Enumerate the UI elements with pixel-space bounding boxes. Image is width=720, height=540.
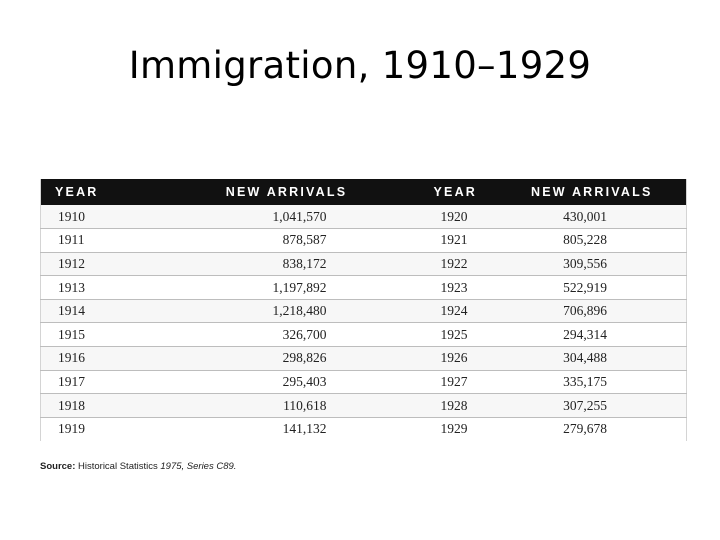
year-cell: 1913 [58, 279, 85, 295]
table-header [41, 179, 687, 205]
header-year-right: YEAR [433, 185, 478, 199]
year-cell: 1924 [440, 303, 468, 319]
arrivals-cell: 326,700 [282, 326, 327, 342]
year-cell: 1910 [58, 208, 85, 224]
arrivals-cell: 295,403 [282, 373, 327, 389]
year-cell: 1923 [440, 279, 468, 295]
table-row [41, 347, 687, 371]
year-cell: 1916 [58, 350, 85, 366]
year-cell: 1928 [440, 397, 468, 413]
year-cell: 1918 [58, 397, 85, 413]
table-row [41, 299, 687, 323]
table-row [41, 323, 687, 347]
source-text: Historical Statistics [78, 461, 158, 472]
table-header-row [41, 179, 687, 205]
source-note [40, 461, 236, 472]
arrivals-cell: 1,041,570 [272, 208, 327, 224]
year-cell: 1925 [440, 326, 468, 342]
immigration-table-container [40, 179, 686, 441]
arrivals-cell: 335,175 [563, 373, 607, 389]
year-cell: 1927 [440, 373, 468, 389]
table-row [41, 205, 687, 229]
table-row [41, 370, 687, 394]
slide-title: Immigration, 1910–1929 [128, 44, 592, 87]
header-year-left: YEAR [55, 185, 99, 199]
arrivals-cell: 838,172 [282, 255, 327, 271]
arrivals-cell: 304,488 [563, 350, 607, 366]
year-cell: 1920 [440, 208, 468, 224]
arrivals-cell: 1,197,892 [272, 279, 327, 295]
arrivals-cell: 298,826 [282, 350, 327, 366]
arrivals-cell: 279,678 [563, 421, 607, 437]
year-cell: 1922 [440, 255, 468, 271]
table-body [41, 205, 687, 441]
arrivals-cell: 294,314 [563, 326, 607, 342]
source-label: Source: [40, 461, 76, 472]
header-arrivals-right: NEW ARRIVALS [530, 185, 653, 199]
year-cell: 1914 [58, 303, 85, 319]
immigration-table [40, 179, 687, 441]
year-cell: 1926 [440, 350, 468, 366]
table-row [41, 229, 687, 253]
arrivals-cell: 110,618 [283, 397, 327, 413]
year-cell: 1911 [58, 232, 85, 248]
year-cell: 1929 [440, 421, 468, 437]
header-arrivals-left: NEW ARRIVALS [225, 185, 348, 199]
year-cell: 1921 [440, 232, 468, 248]
arrivals-cell: 522,919 [563, 279, 607, 295]
year-cell: 1919 [58, 421, 85, 437]
arrivals-cell: 430,001 [563, 208, 607, 224]
arrivals-cell: 1,218,480 [272, 303, 327, 319]
year-cell: 1915 [58, 326, 85, 342]
year-cell: 1917 [58, 373, 85, 389]
arrivals-cell: 141,132 [282, 421, 327, 437]
arrivals-cell: 309,556 [563, 255, 607, 271]
arrivals-cell: 805,228 [563, 232, 607, 248]
table-row [41, 276, 687, 300]
arrivals-cell: 878,587 [282, 232, 327, 248]
arrivals-cell: 307,255 [563, 397, 607, 413]
source-series: 1975, Series C89. [160, 461, 237, 472]
table-row [41, 417, 687, 441]
year-cell: 1912 [58, 255, 85, 271]
arrivals-cell: 706,896 [563, 303, 607, 319]
table-row [41, 252, 687, 276]
table-row [41, 394, 687, 418]
